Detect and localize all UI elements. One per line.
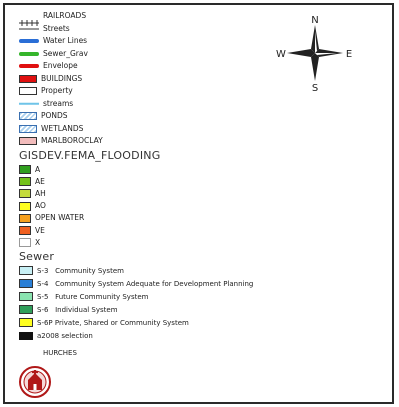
hatch-symbol <box>19 112 37 120</box>
legend-item-sewer-1 <box>19 266 124 276</box>
fema-swatch <box>19 214 31 223</box>
legend-item-sewer-4 <box>19 305 118 315</box>
fema-swatch <box>19 189 31 198</box>
legend-item-label: Streets <box>43 23 70 33</box>
legend-item-label: X <box>35 237 41 247</box>
legend-item-label: streams <box>43 98 74 108</box>
legend-item-streets <box>19 24 70 34</box>
legend-item-label: AH <box>35 188 46 198</box>
railroad-symbol <box>19 12 39 20</box>
legend-item-label: S-6 Individual System <box>37 305 118 314</box>
legend-item-fema-ao <box>19 201 46 211</box>
fema-swatch <box>19 165 31 174</box>
compass-west-arrow <box>287 49 315 57</box>
legend-item-wetlands <box>19 124 83 134</box>
legend-item-fema-ah <box>19 189 46 199</box>
legend-item-label: AO <box>35 201 46 211</box>
compass-rose-icon <box>275 13 355 93</box>
fema-flooding-heading: GISDEV.FEMA_FLOODING <box>19 148 161 162</box>
legend-item-label: A <box>35 164 41 174</box>
legend-item-sewer-5 <box>19 318 189 328</box>
legend-item-fema-ae <box>19 177 45 187</box>
legend-item-label: Water Lines <box>43 36 88 45</box>
sewer-swatch <box>19 318 33 327</box>
compass-west-label: W <box>276 49 286 60</box>
legend-frame <box>3 3 394 404</box>
legend-item-label: BUILDINGS <box>41 73 83 83</box>
legend-item-label: AE <box>35 176 45 186</box>
sewer-swatch <box>19 266 33 275</box>
compass-north-label: N <box>311 15 319 26</box>
legend-item-label: Sewer_Grav <box>43 48 88 58</box>
selection-swatch <box>19 332 33 340</box>
legend-item-label: Property <box>41 86 73 95</box>
legend-item-label: MARLBOROCLAY <box>41 136 103 145</box>
legend-item-label: RAILROADS <box>43 11 87 20</box>
legend-item-buildings <box>19 74 82 84</box>
legend-item-fema-x <box>19 238 40 248</box>
legend-item-churches <box>39 348 77 358</box>
legend-item-sewer-grav <box>19 49 88 59</box>
legend-item-a2008-selection <box>19 331 93 341</box>
legend-item-label: PONDS <box>41 111 68 120</box>
sewer-swatch <box>19 279 33 288</box>
legend-item-fema-a <box>19 165 40 175</box>
fema-swatch <box>19 177 31 186</box>
legend-item-water-lines <box>19 36 87 46</box>
legend-item-property <box>19 86 73 96</box>
legend-item-label: a2008 selection <box>37 331 93 340</box>
fema-swatch <box>19 238 31 247</box>
thick-line-symbol <box>19 37 39 45</box>
legend-item-railroads <box>19 11 86 21</box>
legend-item-label: S-3 Community System <box>37 266 124 275</box>
legend-item-ponds <box>19 111 68 121</box>
fema-swatch <box>19 202 31 211</box>
compass-rose <box>275 13 355 93</box>
legend-item-label: VE <box>35 225 45 235</box>
sewer-swatch <box>19 292 33 301</box>
legend-item-label: WETLANDS <box>41 123 84 133</box>
legend-item-label: S-6P Private, Shared or Community System <box>37 318 189 327</box>
medium-line-symbol <box>19 100 39 108</box>
compass-south-arrow <box>311 53 319 81</box>
church-seal-icon <box>19 366 51 398</box>
thin-line-symbol <box>19 25 39 33</box>
legend-item-label: S-4 Community System Adequate for Development Planning <box>37 279 254 288</box>
legend-item-sewer-2 <box>19 279 253 289</box>
thick-line-symbol <box>19 62 39 70</box>
fill-symbol <box>19 137 37 145</box>
thick-line-symbol <box>19 50 39 58</box>
legend-item-sewer-3 <box>19 292 148 302</box>
fema-swatch <box>19 226 31 235</box>
sewer-swatch <box>19 305 33 314</box>
legend-item-envelope <box>19 61 78 71</box>
sewer-heading: Sewer <box>19 249 55 263</box>
legend-item-label: S-5 Future Community System <box>37 292 149 301</box>
compass-east-label: E <box>345 49 353 60</box>
church-seal-graphic <box>19 366 51 398</box>
legend-item-streams <box>19 99 73 109</box>
legend-item-label: HURCHES <box>43 348 77 357</box>
legend-item-marlboroclay <box>19 136 103 146</box>
outline-symbol <box>19 87 37 95</box>
hatch-symbol <box>19 125 37 133</box>
legend-item-fema-open-water <box>19 213 84 223</box>
compass-south-label: S <box>311 83 319 93</box>
legend-item-label: OPEN WATER <box>35 213 85 223</box>
legend-item-fema-ve <box>19 226 45 236</box>
fill-symbol <box>19 75 37 83</box>
legend-item-label: Envelope <box>43 61 78 70</box>
